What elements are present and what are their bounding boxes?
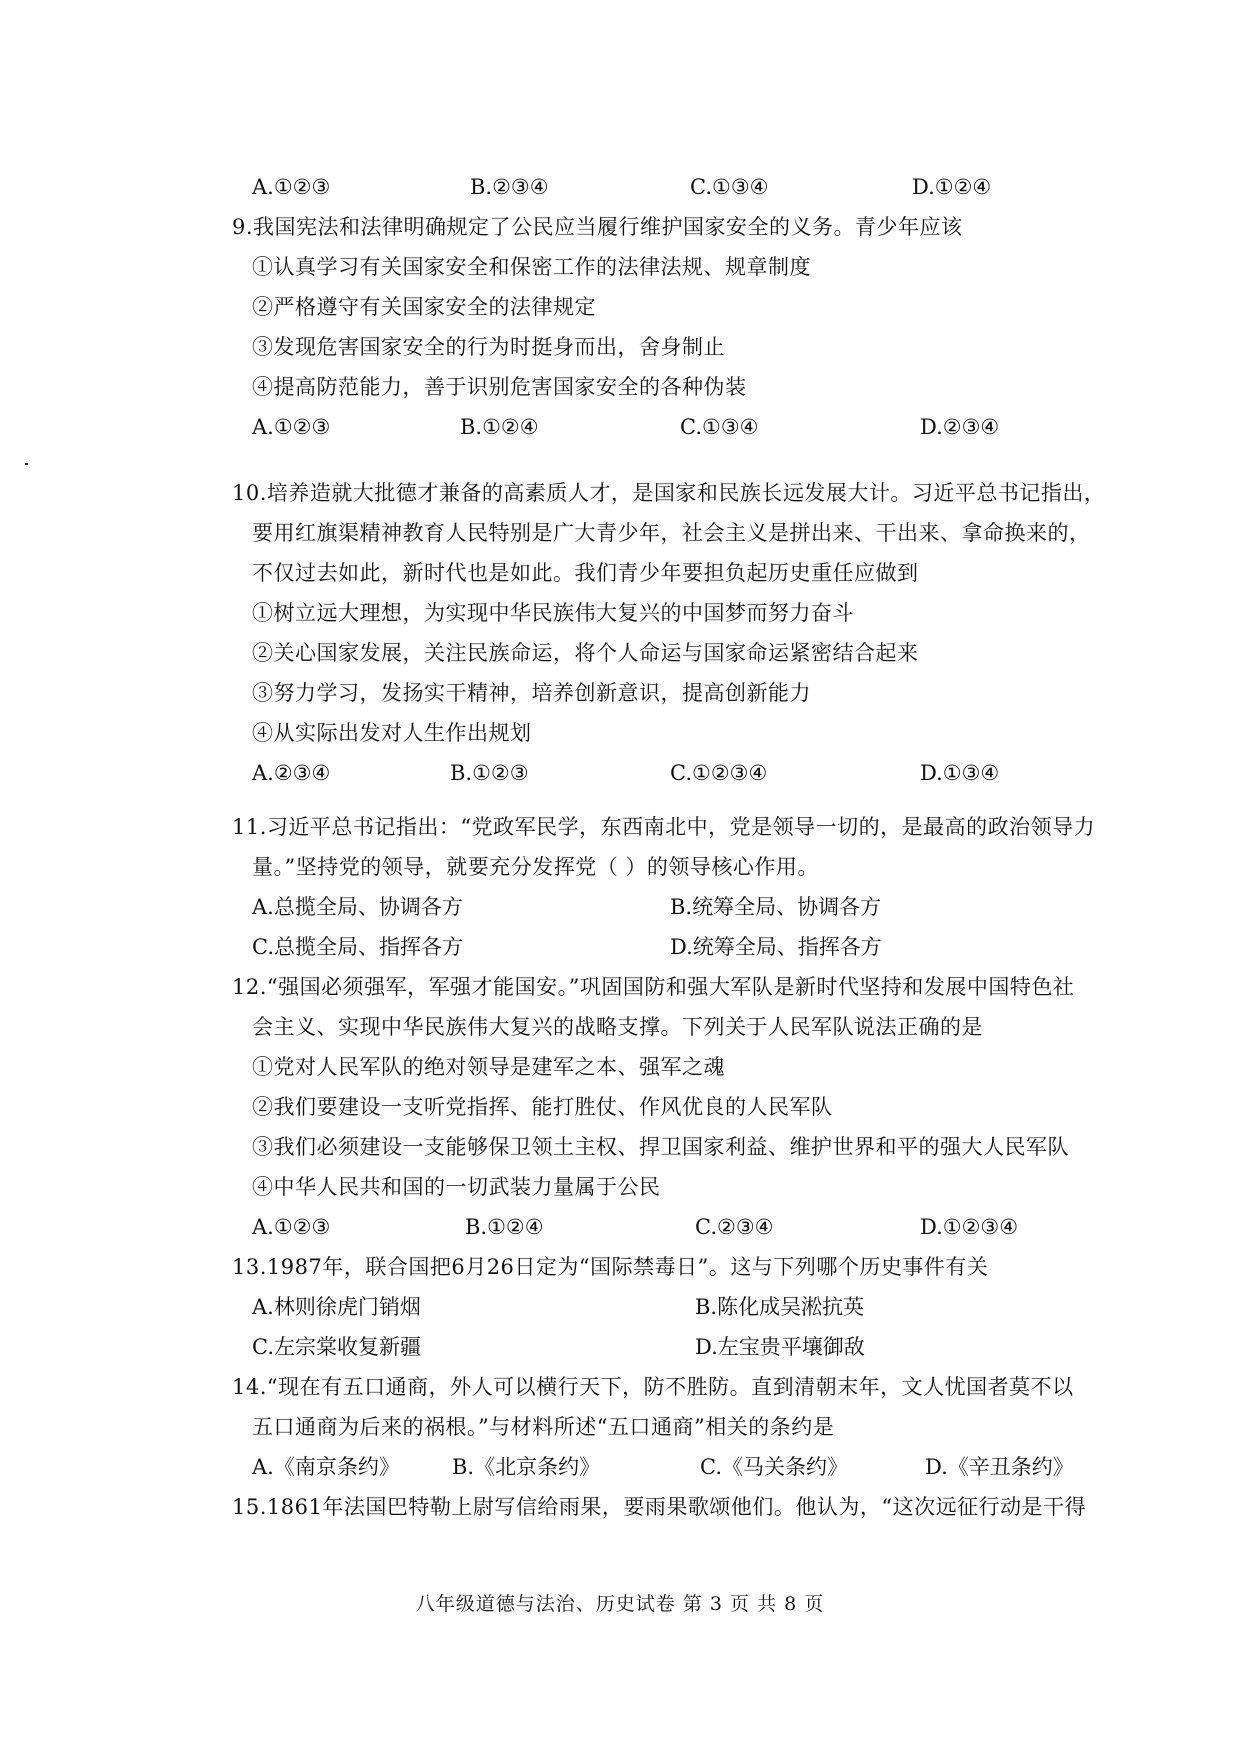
q11-option-d[interactable]: D.统筹全局、指挥各方: [670, 935, 882, 959]
page-footer: 八年级道德与法治、历史试卷 第 3 页 共 8 页: [415, 1593, 825, 1615]
q12-option-a[interactable]: A.①②③: [252, 1215, 331, 1239]
q14-option-d[interactable]: D.《辛丑条约》: [925, 1455, 1074, 1479]
q11-stem-line-2: 量。”坚持党的领导，就要充分发挥党（ ）的领导核心作用。: [252, 855, 819, 879]
q10-option-d[interactable]: D.①③④: [920, 761, 1000, 785]
q12-stem-line-2: 会主义、实现中华民族伟大复兴的战略支撑。下列关于人民军队说法正确的是: [252, 1015, 983, 1039]
q12-item-3: ③我们必须建设一支能够保卫领土主权、捍卫国家利益、维护世界和平的强大人民军队: [252, 1135, 1069, 1159]
q9-item-3: ③发现危害国家安全的行为时挺身而出，舍身制止: [252, 335, 725, 359]
q10-stem-line-2: 要用红旗渠精神教育人民特别是广大青少年，社会主义是拼出来、干出来、拿命换来的，: [252, 521, 1091, 545]
q8-option-c[interactable]: C.①③④: [690, 175, 769, 199]
q10-stem-line-1: 10.培养造就大批德才兼备的高素质人才，是国家和民族长远发展大计。习近平总书记指出，: [232, 481, 1106, 505]
q10-option-b[interactable]: B.①②③: [450, 761, 529, 785]
q8-option-a[interactable]: A.①②③: [252, 175, 331, 199]
q10-option-c[interactable]: C.①②③④: [670, 761, 768, 785]
q9-option-a[interactable]: A.①②③: [252, 415, 331, 439]
q12-option-c[interactable]: C.②③④: [695, 1215, 774, 1239]
q8-option-b[interactable]: B.②③④: [470, 175, 549, 199]
q9-item-2: ②严格遵守有关国家安全的法律规定: [252, 295, 596, 319]
q10-option-a[interactable]: A.②③④: [252, 761, 331, 785]
q9-option-d[interactable]: D.②③④: [920, 415, 1000, 439]
q13-stem: 13.1987年，联合国把6月26日定为“国际禁毒日”。这与下列哪个历史事件有关: [232, 1255, 989, 1279]
q9-item-4: ④提高防范能力，善于识别危害国家安全的各种伪装: [252, 375, 747, 399]
q12-item-2: ②我们要建设一支听党指挥、能打胜仗、作风优良的人民军队: [252, 1095, 833, 1119]
q9-option-c[interactable]: C.①③④: [680, 415, 759, 439]
q10-item-4: ④从实际出发对人生作出规划: [252, 721, 532, 745]
q8-option-d[interactable]: D.①②④: [912, 175, 992, 199]
q13-option-b[interactable]: B.陈化成吴淞抗英: [695, 1295, 865, 1319]
q14-option-b[interactable]: B.《北京条约》: [452, 1455, 601, 1479]
q12-option-d[interactable]: D.①②③④: [920, 1215, 1019, 1239]
q12-item-1: ①党对人民军队的绝对领导是建军之本、强军之魂: [252, 1055, 725, 1079]
q10-stem-line-3: 不仅过去如此，新时代也是如此。我们青少年要担负起历史重任应做到: [252, 561, 919, 585]
q14-stem-line-2: 五口通商为后来的祸根。”与材料所述“五口通商”相关的条约是: [252, 1415, 835, 1439]
q9-stem: 9.我国宪法和法律明确规定了公民应当履行维护国家安全的义务。青少年应该: [232, 215, 963, 239]
q11-option-c[interactable]: C.总揽全局、指挥各方: [252, 935, 463, 959]
q13-option-d[interactable]: D.左宝贵平壤御敌: [695, 1335, 865, 1359]
q12-option-b[interactable]: B.①②④: [465, 1215, 544, 1239]
q13-option-c[interactable]: C.左宗棠收复新疆: [252, 1335, 421, 1359]
q10-item-3: ③努力学习，发扬实干精神，培养创新意识，提高创新能力: [252, 681, 811, 705]
q14-option-c[interactable]: C.《马关条约》: [700, 1455, 848, 1479]
q14-option-a[interactable]: A.《南京条约》: [252, 1455, 400, 1479]
q11-stem-line-1: 11.习近平总书记指出：“党政军民学，东西南北中，党是领导一切的，是最高的政治领导力: [232, 815, 1096, 839]
scan-speck: [25, 463, 28, 465]
q14-stem-line-1: 14.“现在有五口通商，外人可以横行天下，防不胜防。直到清朝末年，文人忧国者莫不以: [232, 1375, 1074, 1399]
q9-item-1: ①认真学习有关国家安全和保密工作的法律法规、规章制度: [252, 255, 811, 279]
q12-stem-line-1: 12.“强国必须强军，军强才能国安。”巩固国防和强大军队是新时代坚持和发展中国特色社: [232, 975, 1075, 999]
q11-option-b[interactable]: B.统筹全局、协调各方: [670, 895, 882, 919]
q10-item-1: ①树立远大理想，为实现中华民族伟大复兴的中国梦而努力奋斗: [252, 601, 854, 625]
q9-option-b[interactable]: B.①②④: [460, 415, 539, 439]
q10-item-2: ②关心国家发展，关注民族命运，将个人命运与国家命运紧密结合起来: [252, 641, 919, 665]
q12-item-4: ④中华人民共和国的一切武装力量属于公民: [252, 1175, 661, 1199]
q11-option-a[interactable]: A.总揽全局、协调各方: [252, 895, 463, 919]
q15-stem: 15.1861年法国巴特勒上尉写信给雨果，要雨果歌颂他们。他认为，“这次远征行动是干得: [232, 1495, 1087, 1519]
q13-option-a[interactable]: A.林则徐虎门销烟: [252, 1295, 421, 1319]
